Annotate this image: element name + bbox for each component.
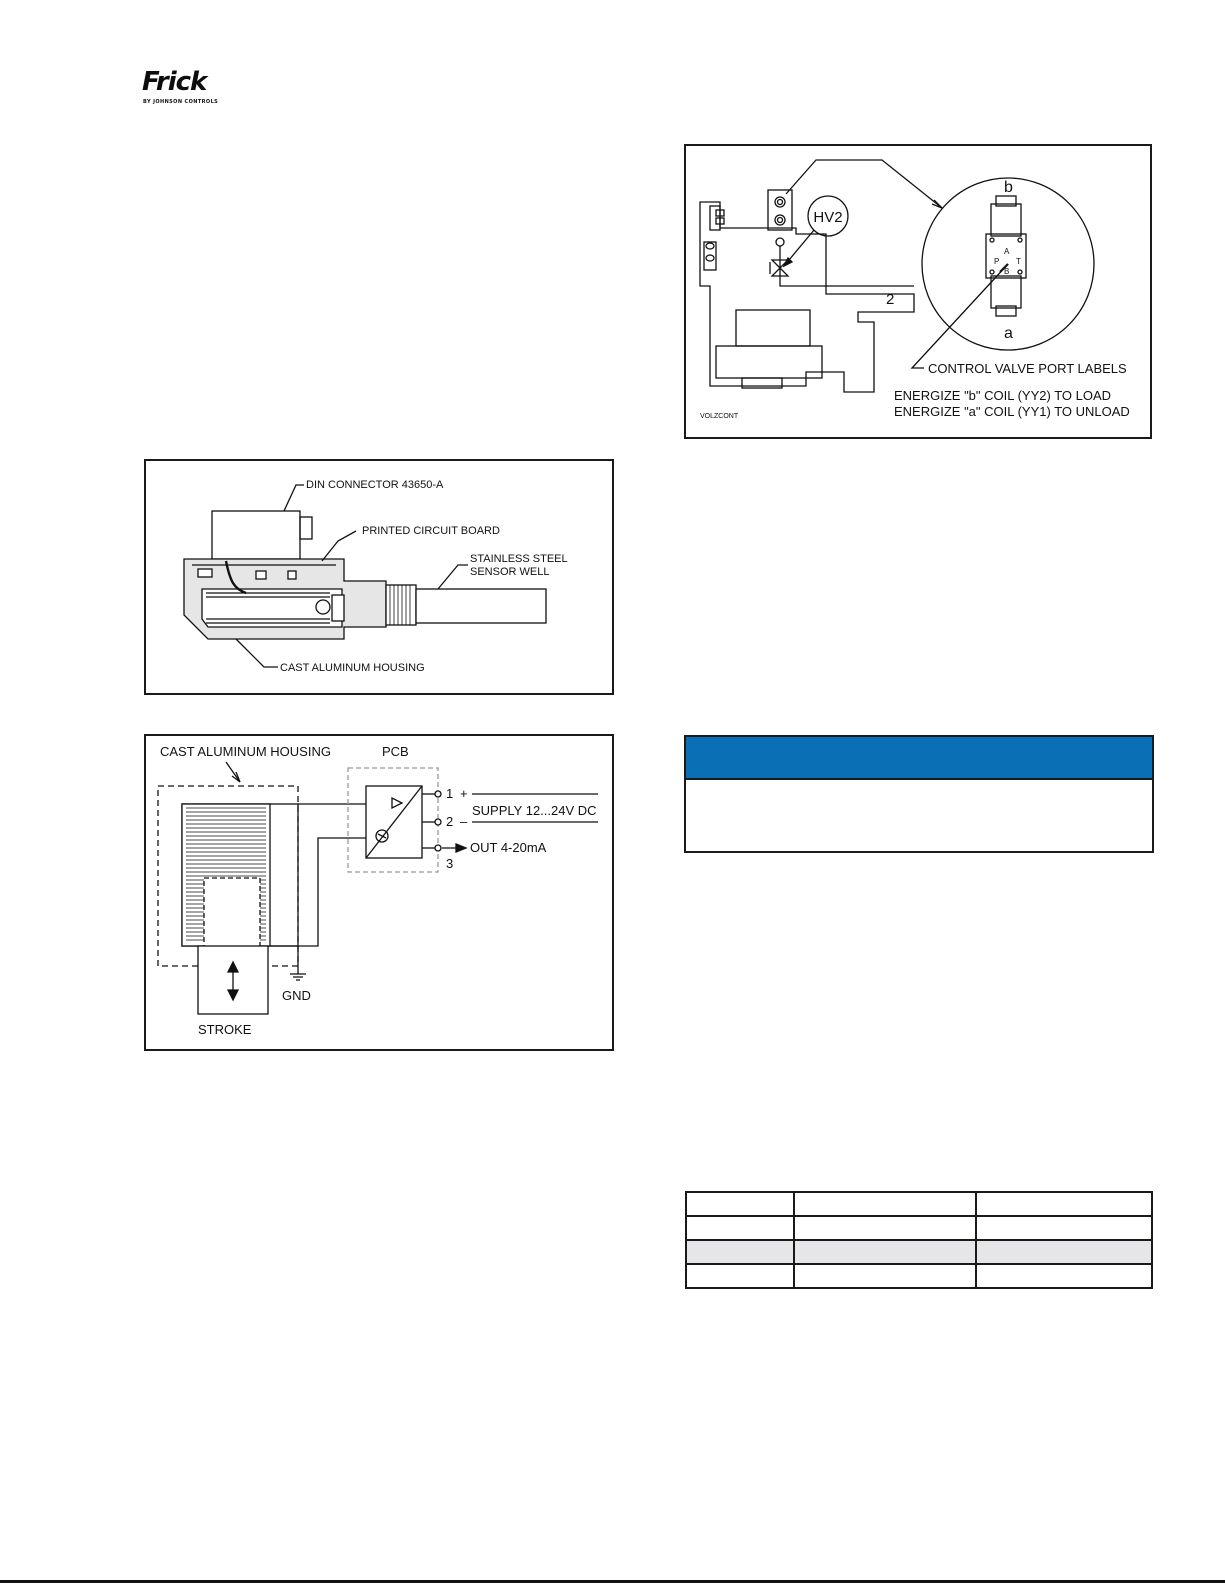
table-header-cell: [794, 1192, 976, 1216]
sensor-well-label-1: STAINLESS STEEL: [470, 553, 568, 565]
port-A-label: A: [1004, 247, 1010, 256]
stroke-label: STROKE: [198, 1022, 252, 1037]
pin-2-polarity: –: [460, 814, 468, 829]
line-number: 2: [886, 291, 895, 308]
table-cell: [794, 1240, 976, 1264]
pin-1-polarity: +: [460, 786, 468, 801]
valve-figure: [684, 144, 1152, 439]
logo-wordmark: Frick: [142, 67, 207, 97]
wiring-pcb-label: PCB: [382, 744, 409, 759]
callout-port-labels: CONTROL VALVE PORT LABELS: [928, 361, 1127, 376]
pin-1-label: 1: [446, 786, 454, 801]
data-table: [685, 1191, 1153, 1289]
table-row: [686, 1264, 1152, 1288]
wiring-figure: [144, 734, 614, 1051]
table-cell: [794, 1216, 976, 1240]
pin-3-label: 3: [446, 856, 454, 871]
pin-2-label: 2: [446, 814, 454, 829]
housing-label: CAST ALUMINUM HOUSING: [280, 662, 425, 674]
note-unload: ENERGIZE "a" COIL (YY1) TO UNLOAD: [894, 404, 1130, 419]
table-cell: [686, 1240, 794, 1264]
table-header-cell: [976, 1192, 1152, 1216]
port-B-label: B: [1004, 267, 1010, 276]
table-row: [686, 1240, 1152, 1264]
wiring-housing-label: CAST ALUMINUM HOUSING: [160, 744, 331, 759]
table-cell: [976, 1240, 1152, 1264]
port-b-label: b: [1004, 179, 1013, 196]
pcb-label: PRINTED CIRCUIT BOARD: [362, 525, 500, 537]
table-cell: [976, 1216, 1152, 1240]
logo-tagline: BY JOHNSON CONTROLS: [143, 99, 219, 105]
table-header-cell: [686, 1192, 794, 1216]
frick-logo: [142, 68, 232, 108]
figure-code: VOLZCONT: [700, 413, 739, 420]
table-cell: [794, 1264, 976, 1288]
footer-rule: [0, 1580, 1225, 1583]
table-header-row: [686, 1192, 1152, 1216]
note-load: ENERGIZE "b" COIL (YY2) TO LOAD: [894, 388, 1112, 403]
port-P-label: P: [994, 257, 1000, 266]
supply-label: SUPPLY 12...24V DC: [472, 803, 597, 818]
table-cell: [686, 1216, 794, 1240]
hv2-label: HV2: [813, 209, 843, 226]
notice-box: [684, 735, 1154, 853]
wiring-diagram: [146, 736, 616, 1053]
sensor-diagram: [146, 461, 616, 697]
output-label: OUT 4-20mA: [470, 840, 547, 855]
sensor-well-label-2: SENSOR WELL: [470, 566, 550, 578]
table-cell: [686, 1264, 794, 1288]
port-a-label: a: [1004, 325, 1013, 342]
port-T-label: T: [1016, 257, 1021, 266]
valve-diagram: [686, 146, 1154, 441]
sensor-figure: [144, 459, 614, 695]
table-cell: [976, 1264, 1152, 1288]
notice-header: [686, 737, 1152, 780]
din-connector-label: DIN CONNECTOR 43650-A: [306, 479, 444, 491]
table-row: [686, 1216, 1152, 1240]
gnd-label: GND: [282, 988, 311, 1003]
